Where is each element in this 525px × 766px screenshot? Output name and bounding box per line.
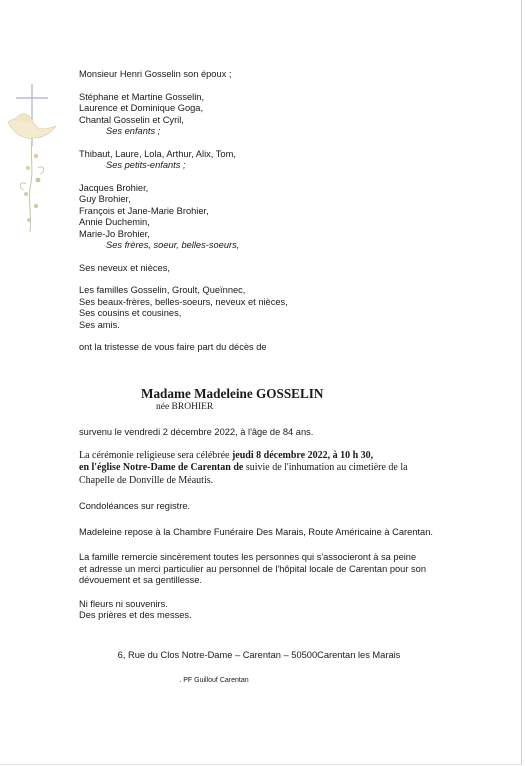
siblings-label: Ses frères, soeur, belles-soeurs, (106, 240, 240, 250)
ceremony-intro: La cérémonie religieuse sera célébrée (79, 450, 232, 461)
grandchildren-label: Ses petits-enfants ; (106, 160, 186, 170)
cross-dove-emblem-icon (2, 84, 64, 234)
family-line: Les familles Gosselin, Groult, Queïnnec, (79, 285, 246, 295)
sibling-line: Marie-Jo Brohier, (79, 228, 150, 239)
maiden-name: née BROHIER (156, 401, 214, 412)
spouse-line: Monsieur Henri Gosselin son époux ; (79, 69, 232, 79)
thanks-line: dévouement et sa gentillesse. (79, 575, 203, 586)
closing-paragraph (79, 599, 499, 622)
child-line: Chantal Gosselin et Cyril, (79, 114, 184, 125)
address-line: 6, Rue du Clos Notre-Dame – Carentan – 50500Carentan les Marais (117, 649, 401, 660)
thanks-paragraph (79, 552, 499, 587)
family-line: Ses beaux-frères, belles-soeurs, neveux et nièces, (79, 296, 288, 307)
child-line: Stéphane et Martine Gosselin, (79, 91, 205, 102)
death-info: survenu le vendredi 2 décembre 2022, à l'âge de 84 ans. (79, 426, 314, 437)
announcement-line: ont la tristesse de vous faire part du décès de (79, 342, 267, 352)
closing-line: Ni fleurs ni souvenirs. (79, 598, 168, 609)
grandchildren-section (79, 149, 499, 172)
family-line: Ses cousins et cousines, (79, 308, 182, 318)
ceremony-place: en l'église Notre-Dame de Carentan de (79, 462, 244, 474)
repose-line: Madeleine repose à la Chambre Funéraire Des Marais, Route Américaine à Carentan. (79, 526, 433, 537)
ceremony-date: jeudi 8 décembre 2022, à 10 h 30, (231, 450, 374, 461)
sibling-line: Guy Brohier, (79, 194, 131, 204)
thanks-line: et adresse un merci particulier au personnel de l'hôpital locale de Carentan pour son (79, 563, 426, 574)
deceased-name: Madame Madeleine GOSSELIN (141, 385, 324, 401)
sibling-line: Jacques Brohier, (79, 182, 149, 193)
condolences-line: Condoléances sur registre. (79, 501, 191, 512)
spouse-section (79, 69, 499, 81)
nephews-line: Ses neveux et nièces, (79, 262, 170, 273)
children-label: Ses enfants ; (106, 126, 161, 136)
thanks-line: La famille remercie sincèrement toutes les personnes qui s'associeront à sa peine (79, 552, 417, 563)
ceremony-rest: suivie de l'inhumation au cimetière de la (243, 462, 408, 474)
child-line: Laurence et Dominique Goga, (79, 103, 204, 113)
nephews-section (79, 263, 499, 275)
family-line: Ses amis. (79, 319, 120, 330)
children-section (79, 92, 499, 138)
deceased-block (141, 386, 499, 413)
closing-line: Des prières et des messes. (79, 610, 192, 621)
funeral-agency: . PF Guillouf Carentan (179, 677, 249, 685)
grandchildren-line: Thibaut, Laure, Lola, Arthur, Alix, Tom, (79, 148, 236, 159)
families-section (79, 285, 499, 331)
sibling-line: François et Jane-Marie Brohier, (79, 205, 209, 216)
sibling-line: Annie Duchemin, (79, 217, 150, 227)
siblings-section (79, 183, 499, 252)
obituary-text (79, 69, 499, 687)
ceremony-line3: Chapelle de Donville de Méautis. (79, 474, 214, 486)
ceremony-paragraph (79, 450, 499, 487)
